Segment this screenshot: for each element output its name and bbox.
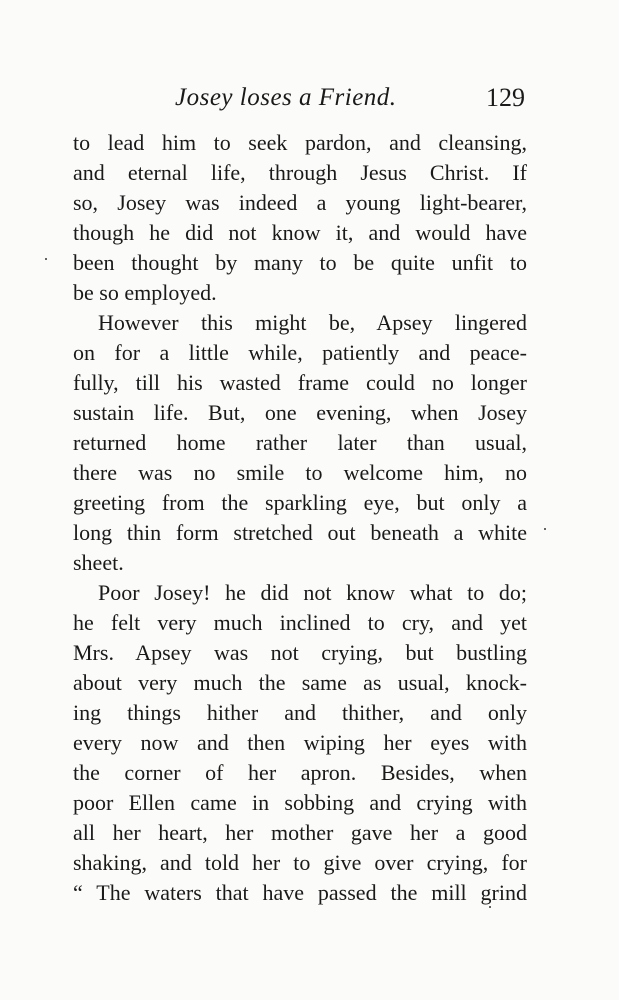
text-line: greeting from the sparkling eye, but only a [73,490,527,515]
text-line: he felt very much inclined to cry, and yet [73,610,527,635]
text-line: sheet. [73,550,124,575]
text-line: be so employed. [73,280,217,305]
text-line: all her heart, her mother gave her a good [73,820,527,845]
text-line: poor Ellen came in sobbing and crying with [73,790,527,815]
text-line: sustain life. But, one evening, when Josey [73,400,527,425]
text-line: though he did not know it, and would have [73,220,527,245]
text-line: on for a little while, patiently and peace- [73,340,527,365]
text-line: to lead him to seek pardon, and cleansing, [73,130,527,155]
text-line: there was no smile to welcome him, no [73,460,527,485]
text-line: However this might be, Apsey lingered [98,310,527,335]
paper-speck [544,528,546,530]
paper-speck [45,258,47,260]
text-line: and eternal life, through Jesus Christ. If [73,160,527,185]
text-line: Poor Josey! he did not know what to do; [98,580,527,605]
text-line: every now and then wiping her eyes with [73,730,527,755]
text-line: “ The waters that have passed the mill grind [73,880,527,905]
text-line: ing things hither and thither, and only [73,700,527,725]
page-number: 129 [486,83,525,112]
text-line: fully, till his wasted frame could no longer [73,370,527,395]
text-line: Mrs. Apsey was not crying, but bustling [73,640,527,665]
running-title: Josey loses a Friend. [175,84,397,111]
text-line: long thin form stretched out beneath a white [73,520,527,545]
text-line: shaking, and told her to give over crying, for [73,850,527,875]
text-line: been thought by many to be quite unfit to [73,250,527,275]
text-line: returned home rather later than usual, [73,430,527,455]
text-line: so, Josey was indeed a young light-bearer, [73,190,527,215]
text-line: the corner of her apron. Besides, when [73,760,527,785]
text-line: about very much the same as usual, knock- [73,670,527,695]
paper-speck [489,906,491,908]
